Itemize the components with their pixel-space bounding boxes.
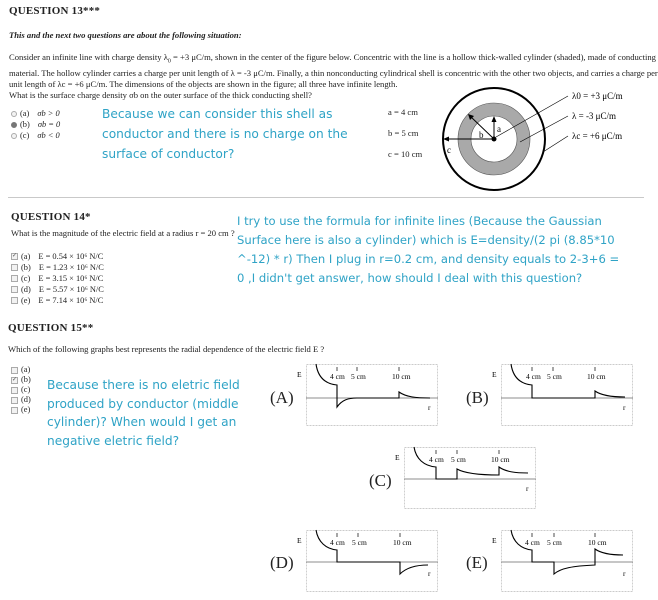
- charge-lambda0: λ0 = +3 μC/m: [572, 91, 623, 101]
- option-label: (c): [21, 274, 31, 283]
- x-axis-label: r: [428, 569, 431, 578]
- annotation-line: 0 ,I didn't get answer, how should I deal with this question?: [237, 271, 583, 285]
- divider: [8, 197, 644, 198]
- annotation-line: ^-12) * r) Then I plug in r=0.2 cm, and density equals to 2-3+6 =: [237, 252, 620, 266]
- field-curve: [511, 364, 625, 398]
- graph-d[interactable]: [297, 530, 438, 592]
- tick-label: 5 cm: [547, 538, 562, 547]
- annotation-line: Because there is no eletric field: [47, 378, 240, 392]
- graph-frame: [405, 448, 536, 509]
- option-text: E = 0.54 × 10⁶ N/C: [38, 252, 104, 261]
- dimension-c: c = 10 cm: [388, 149, 423, 159]
- y-axis-label: E: [297, 370, 302, 379]
- question-15-text: Which of the following graphs best represents the radial dependence of the electric field E ?: [8, 344, 325, 354]
- radio-button[interactable]: [11, 111, 17, 117]
- q15-option-d[interactable]: [11, 395, 31, 405]
- graph-a[interactable]: [297, 364, 438, 426]
- checkbox[interactable]: [11, 264, 18, 271]
- option-label: (d): [21, 395, 31, 404]
- option-text: E = 5.57 × 10⁶ N/C: [38, 285, 104, 294]
- cylinder-figure: [440, 84, 648, 196]
- checkbox[interactable]: [11, 275, 18, 282]
- graph-b[interactable]: [492, 364, 633, 426]
- situation-intro: This and the next two questions are about the following situation:: [9, 30, 242, 40]
- y-axis-label: E: [395, 453, 400, 462]
- tick-label: 10 cm: [491, 455, 510, 464]
- checkbox[interactable]: [11, 297, 18, 304]
- option-text: E = 1.23 × 10⁶ N/C: [38, 263, 104, 272]
- situation-line-1a: Consider an infinite line with charge density λ: [9, 52, 168, 62]
- option-text: E = 7.14 × 10⁶ N/C: [38, 296, 104, 305]
- tick-label: 10 cm: [392, 372, 411, 381]
- question-13-title: QUESTION 13***: [9, 5, 101, 17]
- annotation-line: Surface here is also a cylinder) which is E=density/(2 pi (8.85*10: [237, 233, 615, 247]
- q13-option-c[interactable]: [11, 130, 60, 141]
- checkbox[interactable]: [11, 407, 18, 414]
- option-label: (e): [21, 296, 31, 305]
- graph-b-label: (B): [466, 388, 489, 407]
- q14-options: [11, 251, 104, 306]
- tick-label: 5 cm: [451, 455, 466, 464]
- graph-frame: [502, 531, 633, 592]
- y-axis-label: E: [492, 536, 497, 545]
- tick-label: 5 cm: [351, 372, 366, 381]
- field-curve: [511, 530, 623, 574]
- tick-label: 4 cm: [429, 455, 444, 464]
- q14-option-b[interactable]: [11, 262, 104, 273]
- q15-option-e[interactable]: [11, 405, 31, 415]
- q15-option-c[interactable]: [11, 385, 31, 395]
- graph-c[interactable]: [395, 447, 536, 509]
- tick-label: 4 cm: [330, 538, 345, 547]
- tick-label: 5 cm: [352, 538, 367, 547]
- checkbox-checked[interactable]: ✓: [12, 253, 18, 259]
- option-label: (e): [21, 405, 31, 414]
- situation-line-2: material. The hollow cylinder carries a charge per unit length of λ = -3 μC/m. Finally, a thin nonconducting cylindrical shell is concentric with the other two objects, and carries a charge per: [9, 67, 658, 78]
- tick-label: 4 cm: [330, 372, 345, 381]
- field-curve: [316, 364, 430, 407]
- q14-option-d[interactable]: [11, 284, 104, 295]
- label-a: a: [497, 124, 501, 134]
- checkbox[interactable]: [11, 397, 18, 404]
- dimensions-list: [388, 102, 422, 165]
- tick-label: 5 cm: [547, 372, 562, 381]
- tick-label: 10 cm: [588, 538, 607, 547]
- question-14-text: What is the magnitude of the electric field at a radius r = 20 cm ?: [11, 228, 235, 238]
- charge-lambda: λ = -3 μC/m: [572, 111, 617, 121]
- tick-label: 4 cm: [525, 538, 540, 547]
- graph-e[interactable]: [492, 530, 633, 592]
- question-13-text: What is the surface charge density σb on the outer surface of the thick conducting shell?: [9, 90, 313, 100]
- option-label: (c): [20, 131, 30, 140]
- annotation-line: cylinder)? When would I get an: [47, 415, 237, 429]
- checkbox[interactable]: [11, 367, 18, 374]
- annotation-line: conductor and there is no charge on the: [102, 127, 348, 141]
- checkbox-checked[interactable]: ✓: [12, 376, 18, 383]
- graph-a-label: (A): [270, 388, 294, 407]
- option-text: E = 3.15 × 10⁶ N/C: [38, 274, 104, 283]
- q15-annotation: [47, 376, 240, 450]
- tick-label: 4 cm: [526, 372, 541, 381]
- q13-options: [11, 108, 60, 141]
- option-label: (c): [21, 385, 31, 394]
- graph-c-label: (C): [369, 471, 392, 490]
- q15-options: [11, 365, 31, 415]
- q14-annotation: [237, 212, 619, 288]
- question-15-title: QUESTION 15**: [8, 322, 94, 334]
- radio-button[interactable]: [11, 133, 17, 139]
- option-text: σb < 0: [37, 131, 60, 140]
- q15-option-b[interactable]: [11, 375, 31, 385]
- option-label: (b): [21, 263, 31, 272]
- graph-d-label: (D): [270, 553, 294, 572]
- q14-option-c[interactable]: [11, 273, 104, 284]
- q13-annotation: [102, 104, 348, 164]
- label-b: b: [479, 130, 484, 140]
- x-axis-label: r: [526, 484, 529, 493]
- tick-label: 10 cm: [587, 372, 606, 381]
- q14-option-e[interactable]: [11, 295, 104, 306]
- option-label: (b): [21, 375, 31, 384]
- graph-frame: [307, 365, 438, 426]
- option-text: σb > 0: [37, 109, 60, 118]
- option-label: (d): [21, 285, 31, 294]
- annotation-line: surface of conductor?: [102, 147, 235, 161]
- field-curve: [316, 530, 428, 574]
- tick-label: 10 cm: [393, 538, 412, 547]
- x-axis-label: r: [623, 569, 626, 578]
- x-axis-label: r: [428, 403, 431, 412]
- annotation-line: Because we can consider this shell as: [102, 107, 333, 121]
- option-label: (b): [20, 120, 30, 129]
- q13-option-a[interactable]: [11, 108, 60, 119]
- radio-button-selected[interactable]: [11, 122, 17, 128]
- graph-e-label: (E): [466, 553, 488, 572]
- annotation-line: negative eletric field?: [47, 433, 180, 448]
- option-label: (a): [21, 252, 31, 261]
- situation-line-1b: = +3 μC/m, shown in the center of the figure below. Concentric with the line is a hollow thick-walled cylinder (shaded), made of conducting: [170, 52, 656, 62]
- graph-frame: [307, 531, 438, 592]
- lambda-subscript: 0: [167, 58, 171, 65]
- graph-frame: [502, 365, 633, 426]
- option-label: (a): [21, 365, 31, 374]
- y-axis-label: E: [297, 536, 302, 545]
- leader-lambdac: [543, 136, 568, 152]
- checkbox[interactable]: [11, 286, 18, 293]
- situation-line-3: unit length of λc = +6 μC/m. The dimensions of the objects are shown in the figure; all three have infinite length.: [9, 78, 398, 89]
- y-axis-label: E: [492, 370, 497, 379]
- annotation-line: I try to use the formula for infinite lines (Because the Gaussian: [237, 214, 602, 228]
- charge-lambdac: λc = +6 μC/m: [572, 131, 623, 141]
- q13-option-b[interactable]: [11, 119, 60, 130]
- q15-option-a[interactable]: [11, 365, 31, 375]
- dimension-a: a = 4 cm: [388, 107, 418, 117]
- x-axis-label: r: [623, 403, 626, 412]
- option-label: (a): [20, 109, 30, 118]
- dimension-b: b = 5 cm: [388, 128, 419, 138]
- q14-option-a[interactable]: [11, 251, 104, 262]
- label-c: c: [447, 145, 451, 155]
- checkbox[interactable]: [11, 387, 18, 394]
- question-14-title: QUESTION 14*: [11, 211, 91, 223]
- option-text: σb = 0: [37, 120, 61, 129]
- annotation-line: produced by conductor (middle: [47, 396, 239, 411]
